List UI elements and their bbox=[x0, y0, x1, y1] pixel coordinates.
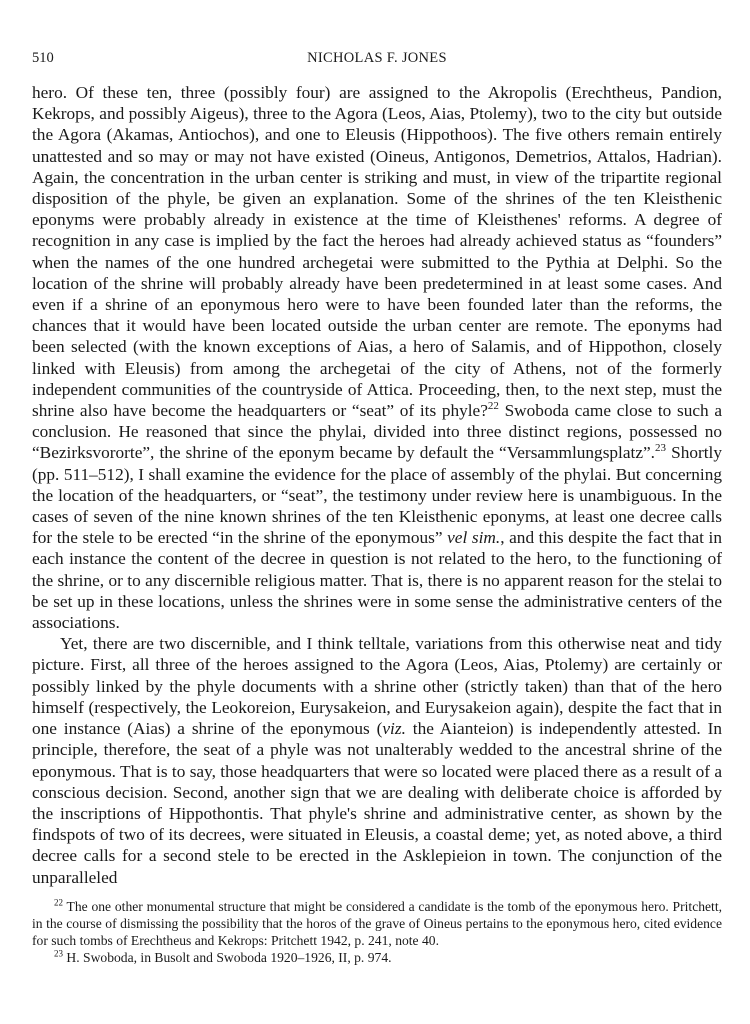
footnote-number: 23 bbox=[54, 948, 63, 959]
paragraph-1 bbox=[32, 82, 722, 633]
running-head: NICHOLAS F. JONES bbox=[307, 50, 447, 66]
paragraph-1-text-d: , and this despite the fact that in each instance the content of the decree in question is not related to the hero, to the functioning of the shrine, or to any discernible religious matter. That is, there is no apparent reason for the stelai to be set up in these locations, unless the shrines were in some sense the administrative centers of the associations. bbox=[32, 528, 722, 633]
footnote-ref-22: 22 bbox=[487, 400, 499, 413]
footnote-22 bbox=[32, 898, 722, 949]
footnote-ref-23: 23 bbox=[655, 442, 666, 455]
body-text bbox=[32, 82, 722, 888]
footnotes bbox=[32, 898, 722, 966]
paragraph-1-text-a: hero. Of these ten, three (possibly four) are assigned to the Akropolis (Erechtheus, Pandion, Kekrops, and possibly Aigeus), three to the Agora (Leos, Aias, Ptolemy), two to the city but outside the Agora (Akamas, Antiochos), and one to Eleusis (Hippothoos). The five others remain entirely unattested and so may or may not have existed (Oineus, Antigonos, Demetrios, Attalos, Hadrian). Again, the concentration in the urban center is striking and must, in view of the tripartite regional disposition of the phyle, be given an explanation. Some of the shrines of the ten Kleisthenic eponyms were probably already in existence at the time of Kleisthenes' reforms. A degree of recognition in any case is implied by the fact the heroes had already achieved status as “founders” when the names of the one hundred archegetai were submitted to the Pythia at Delphi. So the location of the shrine will probably already have been predetermined in at least some cases. And even if a shrine of an eponymous hero were to have been founded later than the reforms, the chances that it would have been located outside the urban center are remote. The eponyms had been selected (with the known exceptions of Aias, a hero of Salamis, and of Hippothon, closely linked with Eleusis) from among the archegetai of the city of Athens, not of the formerly independent communities of the countryside of Attica. Proceeding, then, to the next step, must the shrine also have become the headquarters or “seat” of its phyle? bbox=[32, 83, 722, 421]
paragraph-2-text-a: Yet, there are two discernible, and I think telltale, variations from this otherwise neat and tidy picture. First, all three of the heroes assigned to the Agora (Leos, Aias, Ptolemy) are certainly or possibly linked by the phyle documents with a shrine other (strictly taken) than that of the hero himself (respectively, the Leokoreion, Eurysakeion, and Eurysakeion again), despite the fact that in one instance (Aias) a shrine of the eponymous ( bbox=[32, 634, 722, 739]
footnote-text: The one other monumental structure that might be considered a candidate is the tomb of the eponymous hero. Pritchett, in the course of dismissing the possibility that the horos of the grave of Oineus pertains to the eponymous hero, cited evidence for such tombs of Erechtheus and Kekrops: Pritchett 1942, p. 241, note 40. bbox=[32, 898, 723, 948]
paragraph-2 bbox=[32, 633, 722, 887]
paragraph-2-text-b: the Aianteion) is independently attested. In principle, therefore, the seat of a phyle was not unalterably wedded to the ancestral shrine of the eponymous. That is to say, those headquarters that were so located were placed there as a result of a conscious decision. Second, another sign that we are dealing with deliberate choice is afforded by the inscriptions of Hippothontis. That phyle's shrine and administrative center, as shown by the findspots of two of its decrees, were situated in Eleusis, a coastal deme; yet, as noted above, a third decree calls for a second stele to be erected in the Asklepieion in town. The conjunction of the unparalleled bbox=[32, 719, 722, 887]
page-number: 510 bbox=[32, 50, 54, 66]
footnote-23 bbox=[32, 949, 722, 966]
italic-vel-sim: vel sim. bbox=[447, 528, 501, 548]
page bbox=[32, 50, 722, 966]
paragraph-1-text-c: Shortly (pp. 511–512), I shall examine the evidence for the place of assembly of the phylai. But concerning the location of the headquarters, or “seat”, the testimony under review here is unambiguous. In the cases of seven of the nine known shrines of the ten Kleisthenic eponyms, at least one decree calls for the stele to be erected “in the shrine of the eponymous” bbox=[32, 443, 722, 548]
italic-viz: viz. bbox=[382, 719, 406, 739]
page-header bbox=[32, 50, 722, 74]
footnote-text: H. Swoboda, in Busolt and Swoboda 1920–1926, II, p. 974. bbox=[66, 949, 392, 965]
footnote-number: 22 bbox=[54, 897, 63, 908]
paragraph-1-text-b: Swoboda came close to such a conclusion. He reasoned that since the phylai, divided into three distinct regions, possessed no “Bezirksvororte”, the shrine of the eponym became by default the “Versammlungsplatz”. bbox=[32, 401, 722, 463]
